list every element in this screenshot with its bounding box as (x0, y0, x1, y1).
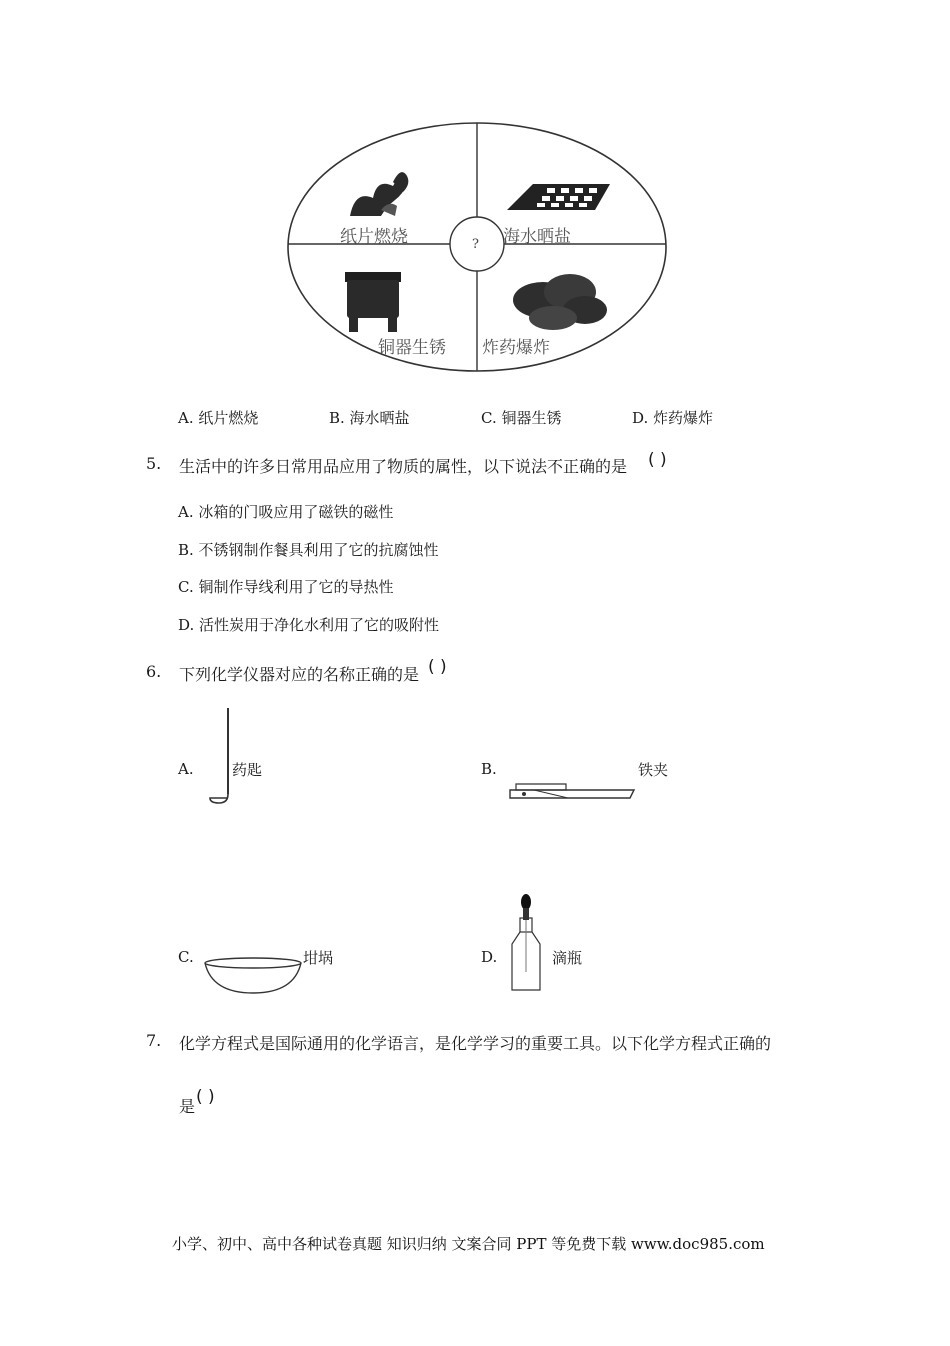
q4-option-a: A. 纸片燃烧 (178, 409, 259, 427)
q7-answer-paren: ( ) (196, 1087, 215, 1107)
spoon-image (204, 706, 232, 806)
diagram-center-question: ? (472, 237, 479, 252)
q5-option-a: A. 冰箱的门吸应用了磁铁的磁性 (178, 503, 394, 521)
q6-option-c-letter: C. (178, 948, 194, 966)
q4-option-d: D. 炸药爆炸 (632, 409, 714, 427)
q4-option-b: B. 海水晒盐 (329, 409, 410, 427)
q7-number: 7. (146, 1031, 162, 1050)
salt-pan-image (507, 184, 610, 210)
crucible-image (202, 955, 304, 997)
q6-option-a-letter: A. (178, 760, 194, 778)
q6-option-d-name: 滴瓶 (552, 949, 583, 967)
q6-option-a-name: 药匙 (232, 761, 263, 779)
burning-paper-image (350, 172, 408, 216)
q4-option-c: C. 铜器生锈 (481, 409, 562, 427)
q6-option-c-name: 坩埚 (303, 949, 334, 967)
diagram-label-paper-burning: 纸片燃烧 (340, 227, 408, 247)
bronze-vessel-image (345, 272, 401, 332)
page-footer: 小学、初中、高中各种试卷真题 知识归纳 文案合同 PPT 等免费下载 www.doc985.com (172, 1235, 765, 1253)
diagram-label-explosive: 炸药爆炸 (482, 338, 550, 358)
q5-stem: 生活中的许多日常用品应用了物质的属性，以下说法不正确的是 (179, 457, 628, 476)
q6-option-b-letter: B. (481, 760, 497, 778)
process-diagram (285, 120, 670, 375)
q5-answer-paren: ( ) (648, 450, 667, 470)
q5-option-b: B. 不锈钢制作餐具利用了它的抗腐蚀性 (178, 541, 439, 559)
q6-answer-paren: ( ) (428, 657, 447, 677)
q5-number: 5. (146, 454, 162, 473)
q5-option-c: C. 铜制作导线利用了它的导热性 (178, 578, 394, 596)
q6-option-d-letter: D. (481, 948, 498, 966)
q5-option-d: D. 活性炭用于净化水利用了它的吸附性 (178, 616, 440, 634)
q7-stem-line1: 化学方程式是国际通用的化学语言，是化学学习的重要工具。以下化学方程式正确的 (179, 1034, 772, 1053)
q7-stem-line2: 是 (179, 1097, 196, 1116)
clamp-image (508, 778, 638, 808)
diagram-label-bronze-rust: 铜器生锈 (378, 338, 446, 358)
q6-option-b-name: 铁夹 (638, 761, 669, 779)
explosion-smoke-image (513, 274, 607, 330)
q6-stem: 下列化学仪器对应的名称正确的是 (179, 665, 420, 684)
dropper-bottle-image (508, 892, 544, 994)
q6-number: 6. (146, 662, 162, 681)
diagram-label-sea-salt: 海水晒盐 (503, 227, 571, 247)
